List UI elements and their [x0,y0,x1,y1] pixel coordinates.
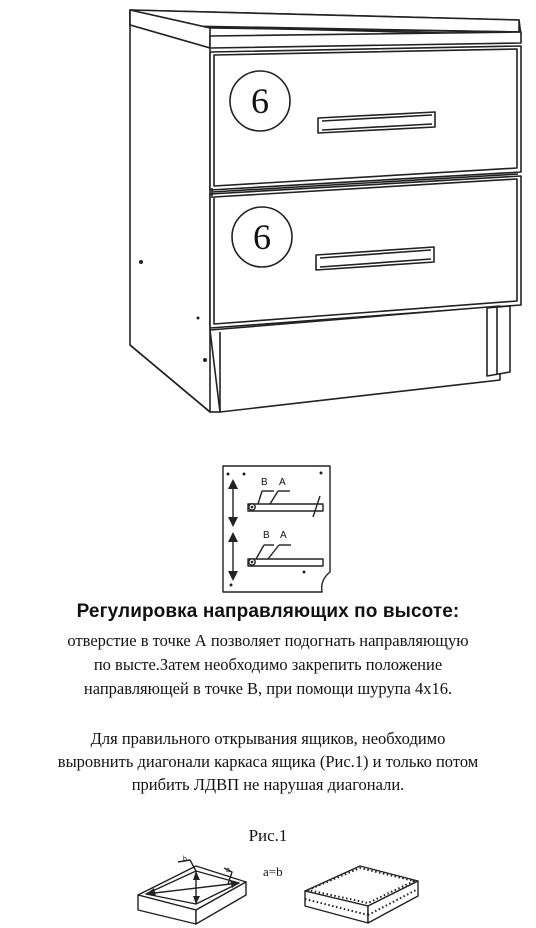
guide-label-a-2: A [280,530,287,541]
drawer-frame-nailed-figure [305,866,418,923]
diagonal-label-a: a [226,867,230,874]
paragraph1-line1: отверстие в точке А позволяет подогнать направляющую [67,631,469,650]
side-screw-mid [197,317,200,320]
paragraph2-line3: прибить ЛДВП не нарушая диагонали. [131,775,405,794]
side-screw-top [139,260,143,264]
diagonal-equation: a=b [263,864,283,879]
paragraph1-line2: по выcте.Затем необходимо закрепить положение [93,655,443,674]
paragraph1-line3: направляющей в точке В, при помощи шурупа 4х16. [83,679,453,698]
figure-caption: Рис.1 [248,826,288,845]
guide-label-b-1: B [261,477,268,488]
guide-adjustment-figure [223,466,330,592]
guide-label-a-1: A [279,477,286,488]
side-screw-bottom [203,358,207,362]
guide-label-b-2: B [263,530,270,541]
drawer-number-1: 6 [251,81,269,121]
paragraph2-line2: выровнить диагонали каркаса ящика (Рис.1) и только потом [57,752,479,771]
drawer-number-2: 6 [253,217,271,257]
side-panel [130,25,210,412]
paragraph2-line1: Для правильного открывания ящиков, необходимо [90,729,446,748]
diagonal-label-b: b [183,856,187,863]
section-heading: Регулировка направляющих по высоте: [76,601,460,622]
